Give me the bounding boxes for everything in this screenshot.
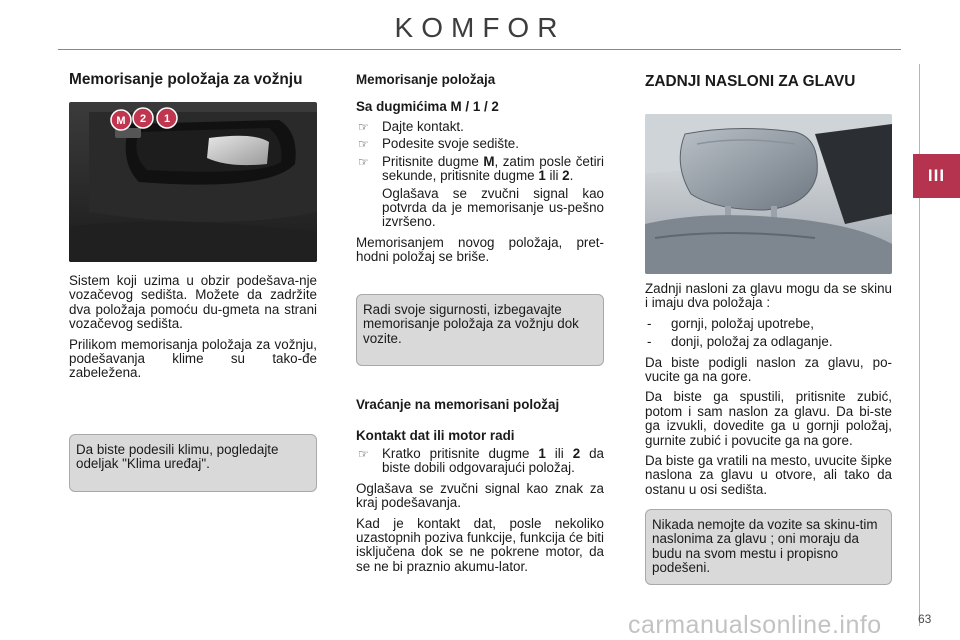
list-item: ☞ Kratko pritisnite dugme 1 ili 2 da biste dobili odgovarajući položaj. [358,446,604,476]
paragraph: Memorisanjem novog položaja, pret-hodni položaj se briše. [356,234,604,265]
photo-button-m: M [116,115,126,127]
page-number: 63 [918,612,932,626]
column-memory-steps [356,72,604,271]
note-box-headrest-warning: Nikada nemojte da vozite sa skinu-tim naslonima za glavu ; oni moraju da budu na svom mestu i propisno podešeni. [645,509,892,585]
paragraph: Da biste ga spustili, pritisnite zubić, potom i sam naslon za glavu. Da bi-ste ga izvukli, dovedite ga u gornji položaj, gurnite zubić i povucite ga na gore. [645,389,892,448]
watermark: carmanualsonline.info [628,611,882,639]
paragraph: Kad je kontakt dat, posle nekoliko uzastopnih poziva funkcije, funkcija će biti isključena dok se ne pokrene motor, da se ne bi praznio akumu-lator. [356,515,604,574]
photo-button-1: 1 [163,113,171,125]
paragraph: Da biste ga vratili na mesto, uvucite šipke naslona za glavu u otvore, ali tako da ostanu u osi sedišta. [645,453,892,497]
paragraph: Oglašava se zvučni signal kao znak za kraj podešavanja. [356,480,604,511]
column-rear-headrests [645,72,892,503]
door-panel-photo [69,102,317,262]
section-heading-headrests: ZADNJI NASLONI ZA GLAVU [645,73,856,90]
paragraph: Zadnji nasloni za glavu mogu da se skinu i imaju dva položaja : [645,281,892,311]
steps-list [356,120,604,230]
list-item: - donji, položaj za odlaganje. [647,334,833,350]
door-panel-image [69,102,317,262]
paragraph: Sistem koji uzima u obzir podešava-nje vozačevog sedišta. Možete da zadržite dva položaja pomoću du-gmeta na strani vozačevog sedišta. [69,273,317,332]
paragraph: Da biste podigli naslon za glavu, po-vucite ga na gore. [645,354,892,385]
headrest-image [645,114,892,274]
title-divider [58,49,901,50]
pointing-hand-icon: ☞ [358,120,369,134]
page-title: KOMFOR [394,12,566,43]
list-item: - gornji, položaj upotrebe, [647,315,814,331]
note-box-climate: Da biste podesili klimu, pogledajte odeljak "Klima uređaj". [69,434,317,492]
recall-steps-list [356,447,604,476]
subsection-heading-ignition: Kontakt dat ili motor radi [356,428,515,443]
list-item: ☞ Dajte kontakt. [358,119,464,134]
subsection-heading-recall: Vraćanje na memorisani položaj [356,397,560,412]
list-item: ☞ Podesite svoje sedište. [358,136,519,152]
subsection-heading-memory: Memorisanje položaja [356,72,496,87]
subsection-heading-buttons: Sa dugmićima M / 1 / 2 [356,99,499,114]
photo-button-2: 2 [139,113,147,125]
note-box-safety: Radi svoje sigurnosti, izbegavajte memorisanje položaja za vožnju dok vozite. [356,294,604,366]
paragraph: Prilikom memorisanja položaja za vožnju, podešavanja klime su tako-đe zabeležena. [69,336,317,381]
chapter-tab: III [913,154,960,198]
column-recall-steps [356,397,604,580]
list-item: ☞ Pritisnite dugme M, zatim posle četiri sekunde, pritisnite dugme 1 ili 2. Oglašava se zvučni signal kao potvrda da je memorisanje us-pešno izvršeno. [358,153,604,230]
step-continuation: Oglašava se zvučni signal kao potvrda da je memorisanje us-pešno izvršeno. [382,185,604,230]
pointing-hand-icon: ☞ [358,154,369,169]
column-memory-driving-position [69,72,317,387]
pointing-hand-icon: ☞ [358,137,369,152]
section-heading-memory: Memorisanje položaja za vožnju [69,71,303,88]
pointing-hand-icon: ☞ [358,447,369,461]
positions-list [645,317,892,350]
headrest-photo [645,114,892,274]
chapter-margin-line [919,64,920,626]
